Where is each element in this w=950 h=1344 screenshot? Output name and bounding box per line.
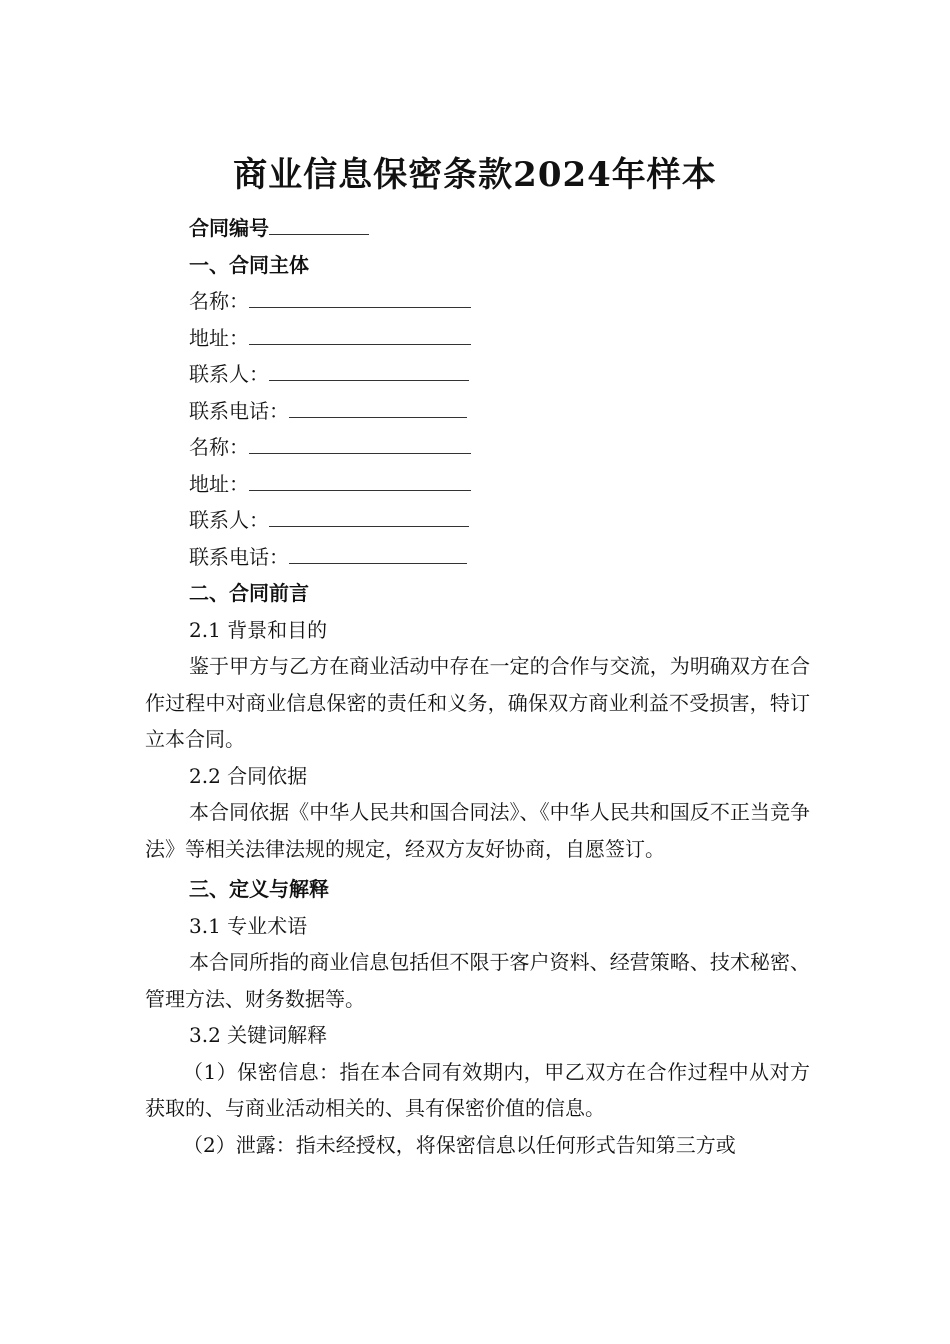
party-b-contact-line [145,502,810,539]
party-b-name-line [145,429,810,466]
section2-sub1-heading: 2.1 背景和目的 [189,617,328,642]
contract-number-line [145,210,810,247]
party-b-phone-line [145,539,810,576]
contract-number-blank [269,210,369,235]
section2-sub2-heading: 2.2 合同依据 [189,763,308,788]
party-a-contact-label: 联系人： [189,362,269,386]
section3-sub1-paragraph: 本合同所指的商业信息包括但不限于客户资料、经营策略、技术秘密、管理方法、财务数据等。 [145,950,810,1011]
party-a-address-blank [249,320,471,345]
party-b-contact-label: 联系人： [189,508,269,532]
party-a-phone-label: 联系电话： [189,398,289,423]
party-a-name-line [145,283,810,320]
party-a-name-blank [249,283,471,308]
party-b-contact-blank [269,502,469,527]
party-a-name-label: 名称： [189,289,249,313]
party-b-phone-label: 联系电话： [189,544,289,569]
section1-heading: 一、合同主体 [189,252,309,277]
section3-sub2-heading: 3.2 关键词解释 [189,1023,328,1047]
section2-sub1-paragraph: 鉴于甲方与乙方在商业活动中存在一定的合作与交流，为明确双方在合作过程中对商业信息保密的责任和义务，确保双方商业利益不受损害，特订立本合同。 [145,654,810,751]
section3-item1: （1）保密信息：指在本合同有效期内，甲乙双方在合作过程中从对方获取的、与商业活动相关的、具有保密价值的信息。 [145,1059,810,1120]
section3-heading: 三、定义与解释 [189,877,329,901]
party-b-address-blank [249,466,471,491]
party-b-name-label: 名称： [189,435,249,459]
party-b-address-line [145,466,810,503]
section3-sub1-heading: 3.1 专业术语 [189,913,308,938]
document-body [145,210,810,1163]
party-a-contact-blank [269,356,469,381]
contract-number-label: 合同编号 [189,216,269,240]
section2-sub2-paragraph: 本合同依据《中华人民共和国合同法》、《中华人民共和国反不正当竞争法》等相关法律法规的规定，经双方友好协商，自愿签订。 [145,800,810,861]
document-title: 商业信息保密条款2024年样本 [233,155,717,195]
party-a-phone-line [145,393,810,430]
party-b-phone-blank [289,539,467,564]
party-b-name-blank [249,429,471,454]
section2-heading: 二、合同前言 [189,581,309,605]
party-a-address-label: 地址： [189,325,249,350]
party-a-address-line [145,320,810,357]
party-a-contact-line [145,356,810,393]
section3-item2: （2）泄露：指未经授权，将保密信息以任何形式告知第三方或 [183,1132,736,1157]
party-b-address-label: 地址： [189,471,249,496]
party-a-phone-blank [289,393,467,418]
